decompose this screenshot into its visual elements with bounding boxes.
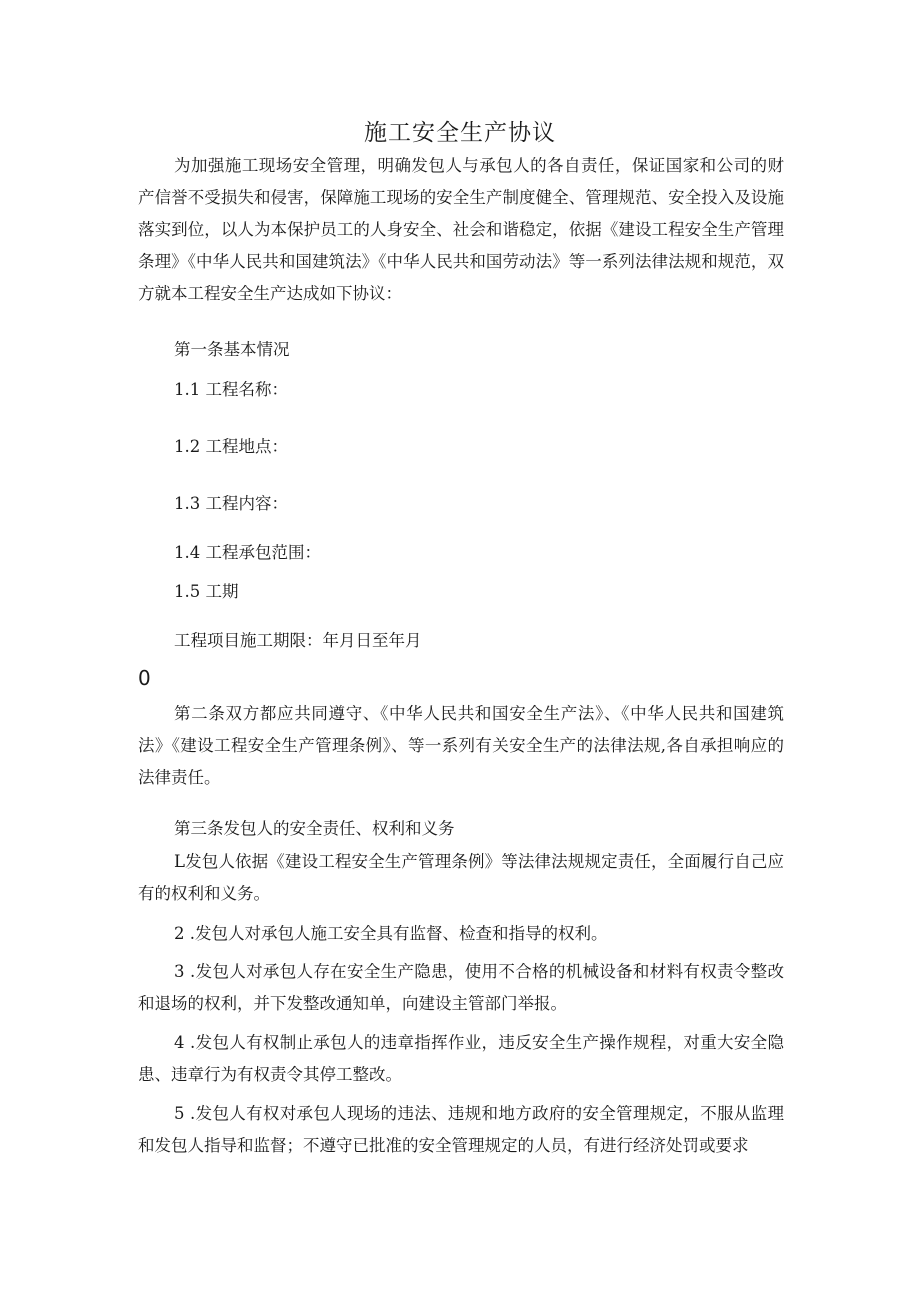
item-project-content: 1.3 工程内容： [174,494,288,513]
stray-zero: 0 [138,666,151,690]
clause-4: 4 .发包人有权制止承包人的违章指挥作业，违反安全生产操作规程，对重大安全隐患、违章行为有权责令其停工整改。 [138,1033,784,1084]
intro-paragraph: 为加强施工现场安全管理，明确发包人与承包人的各自责任，保证国家和公司的财产信誉不受损失和侵害，保障施工现场的安全生产制度健全、管理规范、安全投入及设施落实到位，以人为本保护员工的人身安全、社会和谐稳定，依据《建设工程安全生产管理条理》《中华人民共和国建筑法》《中华人民共和国劳动法》等一系列法律法规和规范，双方就本工程安全生产达成如下协议： [138,156,784,303]
article3-heading: 第三条发包人的安全责任、权利和义务 [174,819,455,838]
item-project-name: 1.1 工程名称： [174,380,288,399]
article1-heading: 第一条基本情况 [174,340,290,359]
clause-3: 3 .发包人对承包人存在安全生产隐患，使用不合格的机械设备和材料有权责令整改和退场的权利，并下发整改通知单，向建设主管部门举报。 [138,962,784,1013]
article2-paragraph: 第二条双方都应共同遵守、《中华人民共和国安全生产法》、《中华人民共和国建筑法》《建设工程安全生产管理条例》、等一系列有关安全生产的法律法规,各自承担响应的法律责任。 [138,704,784,787]
clause-5: 5 .发包人有权对承包人现场的违法、违规和地方政府的安全管理规定，不服从监理和发包人指导和监督；不遵守已批准的安全管理规定的人员，有进行经济处罚或要求 [138,1104,784,1155]
construction-period: 工程项目施工期限：年月日至年月 [174,631,422,650]
item-duration: 1.5 工期 [174,582,239,601]
item-project-location: 1.2 工程地点： [174,437,288,456]
item-contract-scope: 1.4 工程承包范围： [174,543,321,562]
document-title: 施工安全生产协议 [364,120,556,146]
clause-2: 2 .发包人对承包人施工安全具有监督、检查和指导的权利。 [174,924,608,943]
clause-1: L发包人依据《建设工程安全生产管理条例》等法律法规规定责任，全面履行自己应有的权利和义务。 [138,852,784,903]
